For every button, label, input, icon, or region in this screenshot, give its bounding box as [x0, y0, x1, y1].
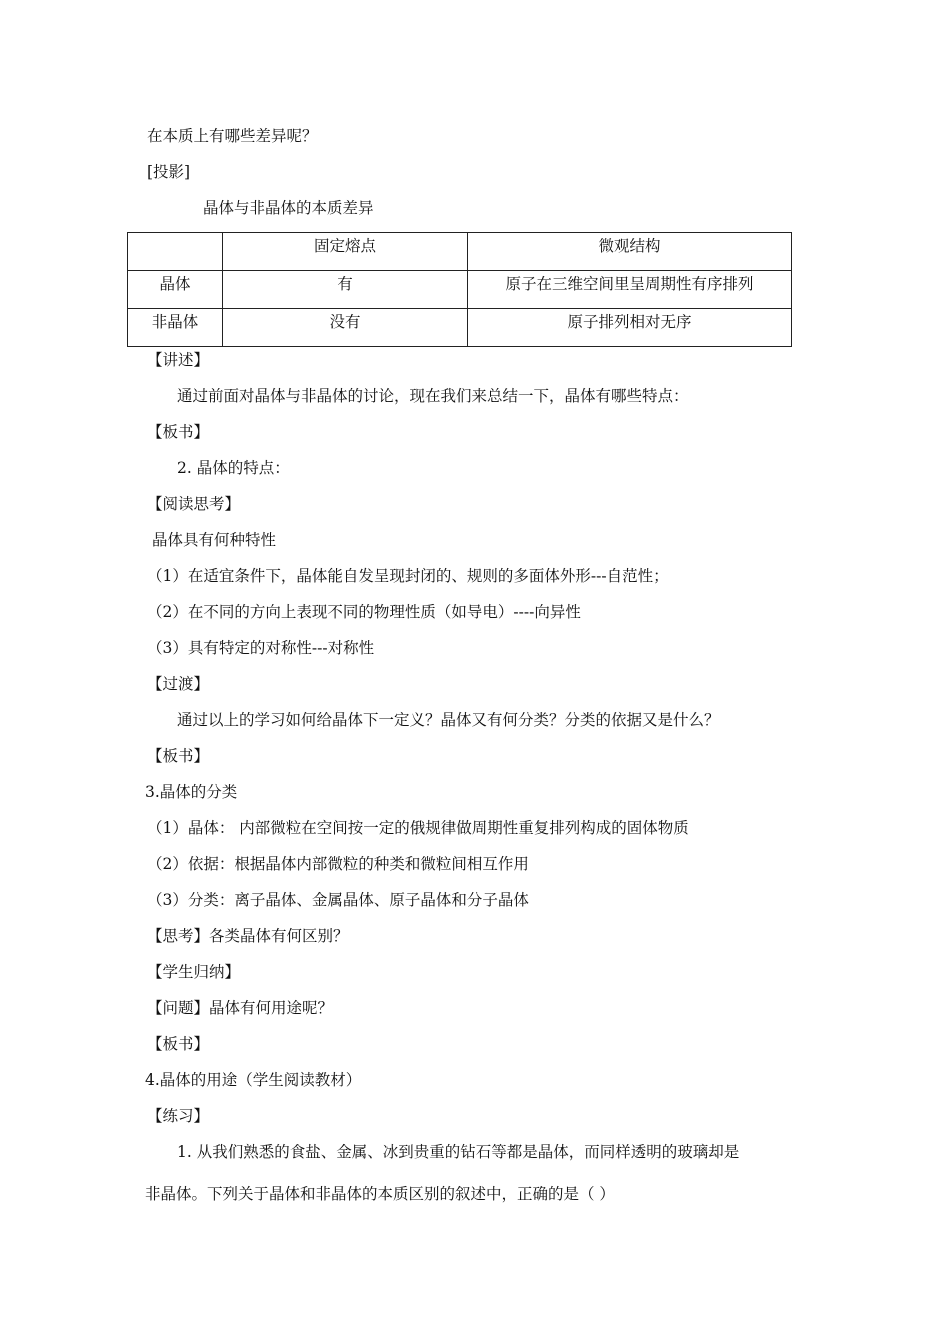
section-tag-board: 【板书】 [147, 1035, 210, 1053]
exercise-question: 1. 从我们熟悉的食盐、金属、冰到贵重的钻石等都是晶体，而同样透明的玻璃却是 [177, 1143, 740, 1161]
table-cell: 原子在三维空间里呈周期性有序排列 [468, 271, 792, 309]
section-tag-summary: 【学生归纳】 [147, 963, 241, 981]
subheading: 3.晶体的分类 [145, 783, 238, 801]
exercise-question-continued: 非晶体。下列关于晶体和非晶体的本质区别的叙述中，正确的是（ ） [145, 1185, 615, 1203]
body-paragraph: 晶体具有何种特性 [152, 531, 277, 549]
section-tag-transition: 【过渡】 [147, 675, 210, 693]
table-row [128, 271, 792, 309]
table-header-cell [128, 233, 223, 271]
list-item: （1）晶体： 内部微粒在空间按一定的俄规律做周期性重复排列构成的固体物质 [147, 819, 689, 837]
table-cell: 有 [223, 271, 468, 309]
table-header-cell: 微观结构 [468, 233, 792, 271]
list-item: （2）在不同的方向上表现不同的物理性质（如导电）----向异性 [147, 603, 581, 621]
section-tag-lecture: 【讲述】 [147, 351, 210, 369]
table-cell: 非晶体 [128, 309, 223, 347]
section-tag-exercise: 【练习】 [147, 1107, 210, 1125]
intro-question: 在本质上有哪些差异呢？ [147, 127, 318, 145]
list-item: （3）具有特定的对称性---对称性 [147, 639, 375, 657]
table-cell: 原子排列相对无序 [468, 309, 792, 347]
list-item: （1）在适宜条件下，晶体能自发呈现封闭的、规则的多面体外形---自范性； [147, 567, 669, 585]
table-cell: 晶体 [128, 271, 223, 309]
subheading: 4.晶体的用途（学生阅读教材） [145, 1071, 362, 1089]
table-row [128, 309, 792, 347]
comparison-table [127, 232, 792, 347]
list-item: （3）分类：离子晶体、金属晶体、原子晶体和分子晶体 [147, 891, 529, 909]
body-paragraph: 通过前面对晶体与非晶体的讨论，现在我们来总结一下，晶体有哪些特点： [177, 387, 689, 405]
section-tag-question: 【问题】晶体有何用途呢？ [147, 999, 334, 1017]
section-tag-board: 【板书】 [147, 423, 210, 441]
table-header-row [128, 233, 792, 271]
table-caption: 晶体与非晶体的本质差异 [203, 199, 374, 217]
table-cell: 没有 [223, 309, 468, 347]
section-tag-board: 【板书】 [147, 747, 210, 765]
section-tag-thinking: 【思考】各类晶体有何区别？ [147, 927, 349, 945]
table-header-cell: 固定熔点 [223, 233, 468, 271]
projection-tag: [投影] [147, 163, 191, 181]
section-tag-reading: 【阅读思考】 [147, 495, 241, 513]
list-item: （2）依据：根据晶体内部微粒的种类和微粒间相互作用 [147, 855, 529, 873]
subheading: 2. 晶体的特点： [177, 459, 290, 477]
body-paragraph: 通过以上的学习如何给晶体下一定义？晶体又有何分类？分类的依据又是什么？ [177, 711, 720, 729]
